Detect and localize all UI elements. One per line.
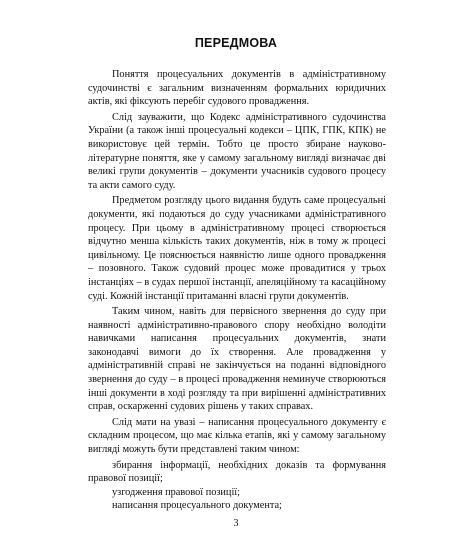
list-item: збирання інформації, необхідних доказів та формування правової позиції; xyxy=(88,459,386,485)
page-number: 3 xyxy=(233,518,239,529)
paragraph-4: Таким чином, навіть для первісного звернення до суду при наявності адміністративно-правового спору необхідно володіти навичками написання процесуальних документів, знати законодавчі вимоги до їх створення. Але провадження у адміністративній справі не закінчується на поданні відповідного звернення до суду – в процесі провадження неминуче створюються інші документи в ході розгляду та при вирішенні адміністративних справ, оскарженні судових рішень у таких справах. xyxy=(88,306,386,413)
body-text xyxy=(88,68,386,513)
paragraph-3: Предметом розгляду цього видання будуть саме процесуальні документи, які подаються до суду учасниками адміністративного процесу. При цьому в адміністративному процесі створюється відчутно менша кількість таких документів, ніж в тому ж процесі цивільному. Це пояснюється наявністю лише одного провадження – позовного. Також судовий процес може провадитися у трьох інстанціях – в судах першої інстанції, апеляційному та касаційному суді. Кожній інстанції притаманні власні групи документів. xyxy=(88,195,386,302)
page-title: ПЕРЕДМОВА xyxy=(194,36,278,50)
paragraph-5: Слід мати на увазі – написання процесуального документу є складним процесом, що має кілька етапів, які у самому загальному вигляді можуть бути представлені таким чином: xyxy=(88,416,386,456)
paragraph-2: Слід зауважити, що Кодекс адміністративного судочинства України (а також інші процесуальні кодекси – ЦПК, ГПК, КПК) не використовує цей термін. Тобто це просто збиране науково-літературне поняття, яке у самому загальному вигляді визначає дві великі групи документів – документи учасників судового процесу та акти самого суду. xyxy=(88,111,386,191)
paragraph-1: Поняття процесуальних документів в адміністративному судочинстві є загальним визначенням формальних юридичних актів, які фіксують перебіг судового провадження. xyxy=(88,69,386,108)
list-item: написання процесуального документа; xyxy=(112,500,282,512)
list-item: узгодження правової позиції; xyxy=(112,486,241,498)
